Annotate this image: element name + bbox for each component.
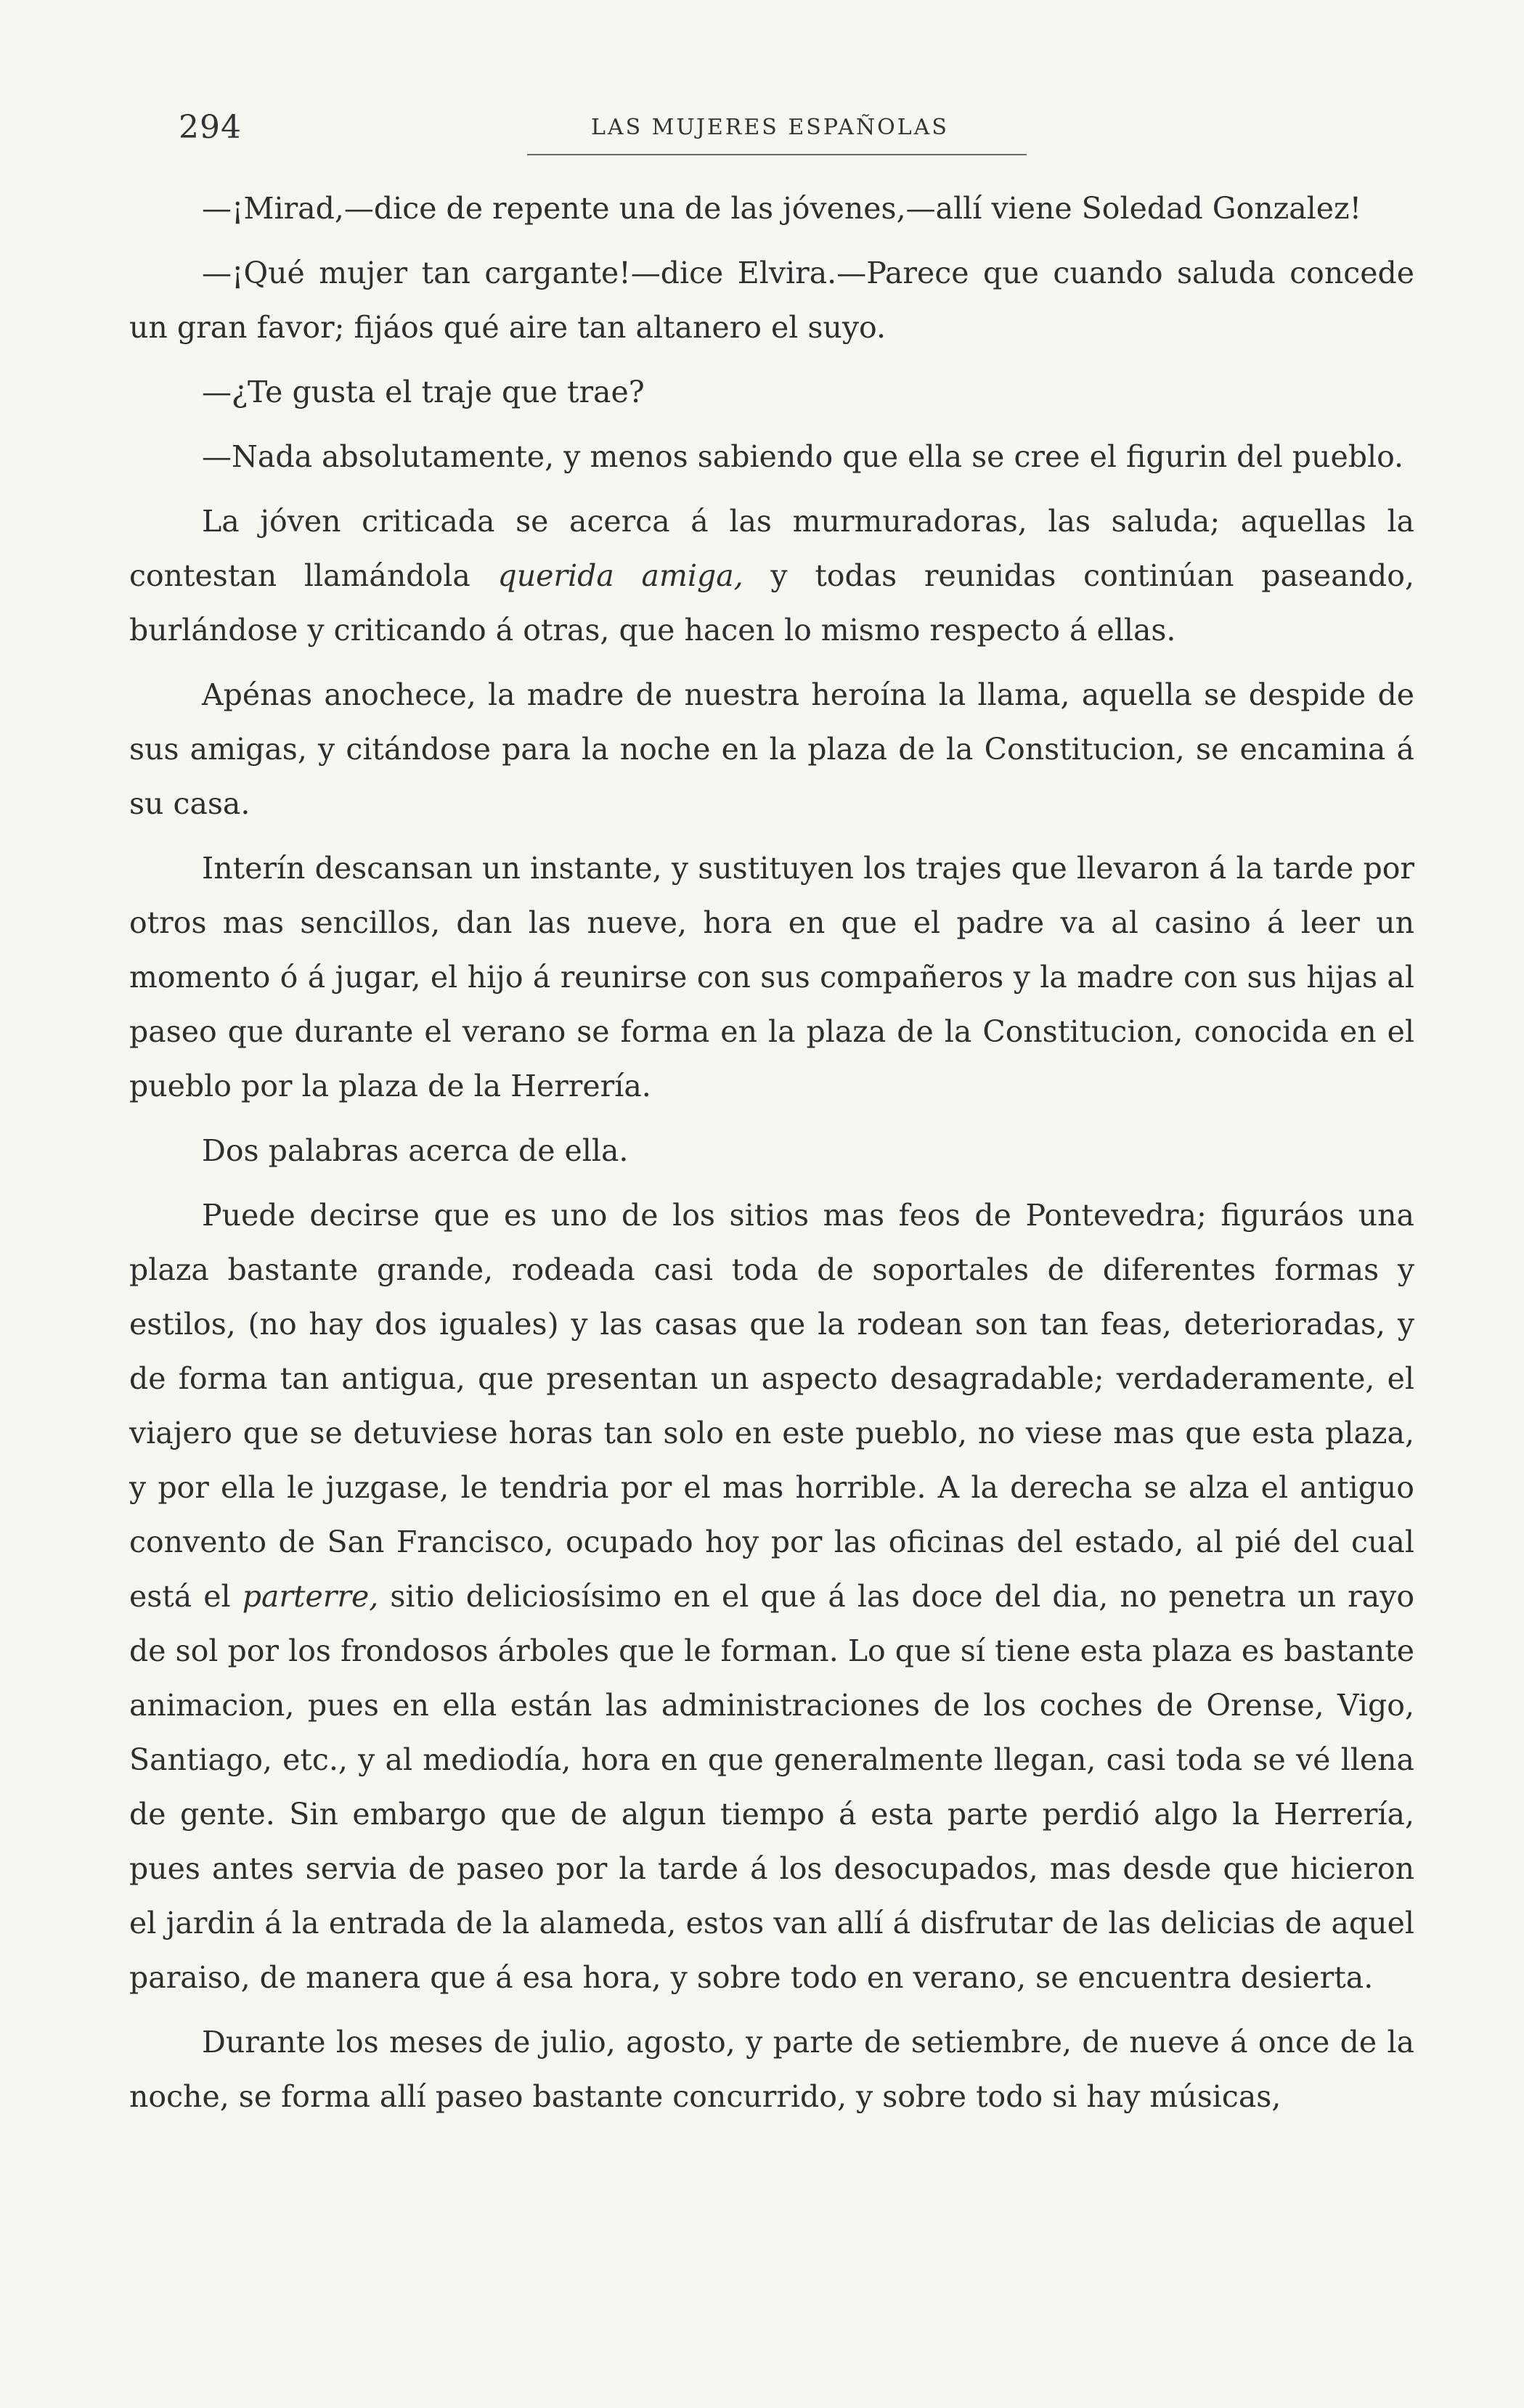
- paragraph-5-text-b: y todas reunidas continúan paseando, burlándose y criticando á otras, que hacen lo mismo respecto á ellas.: [129, 558, 1415, 648]
- running-title: LAS MUJERES ESPAÑOLAS: [591, 115, 949, 140]
- paragraph-4: —Nada absolutamente, y menos sabiendo que ella se cree el figurin del pueblo.: [202, 439, 1404, 474]
- running-head: [174, 109, 1409, 152]
- paragraph-9-text-a: Puede decirse que es uno de los sitios mas feos de Pontevedra; figuráos una plaza bastante grande, rodeada casi toda de soportales de diferentes formas y estilos, (no hay dos iguales) y las casas que la rodean son tan feas, deterioradas, y de forma tan antigua, que presentan un aspecto desagradable; verdaderamente, el viajero que se detuviese horas tan solo en este pueblo, no viese mas que esta plaza, y por ella le juzgase, le tendria por el mas horrible. A la derecha se alza el antiguo convento de San Francisco, ocupado hoy por las oficinas del estado, al pié del cual está el: [129, 1198, 1414, 1614]
- paragraph-3: —¿Te gusta el traje que trae?: [202, 375, 645, 409]
- paragraph-9-italic: parterre,: [242, 1579, 379, 1614]
- page-number: 294: [179, 109, 242, 146]
- paragraph-1: —¡Mirad,—dice de repente una de las jóvenes,—allí viene Soledad Gonzalez!: [202, 191, 1362, 226]
- body-text: [129, 181, 1414, 2134]
- paragraph-9: [129, 1188, 1414, 2005]
- paragraph-7: Interín descansan un instante, y sustituyen los trajes que llevaron á la tarde por otros mas sencillos, dan las nueve, hora en que el padre va al casino á leer un momento ó á jugar, el hijo á reunirse con sus compañeros y la madre con sus hijas al paseo que durante el verano se forma en la plaza de la Constitucion, conocida en el pueblo por la plaza de la Herrería.: [129, 851, 1414, 1103]
- paragraph-8: Dos palabras acerca de ella.: [202, 1133, 629, 1168]
- header-rule: [527, 154, 1027, 155]
- paragraph-10: Durante los meses de julio, agosto, y parte de setiembre, de nueve á once de la noche, se forma allí paseo bastante concurrido, y sobre todo si hay músicas,: [129, 2025, 1414, 2114]
- paragraph-5: [129, 494, 1414, 658]
- paragraph-5-italic: querida amiga,: [497, 558, 743, 593]
- paragraph-5-text-a: La jóven criticada se acerca á las murmuradoras, las saluda; aquellas la contestan llamándola: [129, 504, 1414, 593]
- paragraph-9-text-b: sitio deliciosísimo en el que á las doce del dia, no penetra un rayo de sol por los frondosos árboles que le forman. Lo que sí tiene esta plaza es bastante animacion, pues en ella están las administraciones de los coches de Orense, Vigo, Santiago, etc., y al mediodía, hora en que generalmente llegan, casi toda se vé llena de gente. Sin embargo que de algun tiempo á esta parte perdió algo la Herrería, pues antes servia de paseo por la tarde á los desocupados, mas desde que hicieron el jardin á la entrada de la alameda, estos van allí á disfrutar de las delicias de aquel paraiso, de manera que á esa hora, y sobre todo en verano, se encuentra desierta.: [129, 1579, 1414, 1995]
- paragraph-6: Apénas anochece, la madre de nuestra heroína la llama, aquella se despide de sus amigas, y citándose para la noche en la plaza de la Constitucion, se encamina á su casa.: [129, 677, 1414, 821]
- paragraph-2: —¡Qué mujer tan cargante!—dice Elvira.—Parece que cuando saluda concede un gran favor; fijáos qué aire tan altanero el suyo.: [129, 256, 1414, 345]
